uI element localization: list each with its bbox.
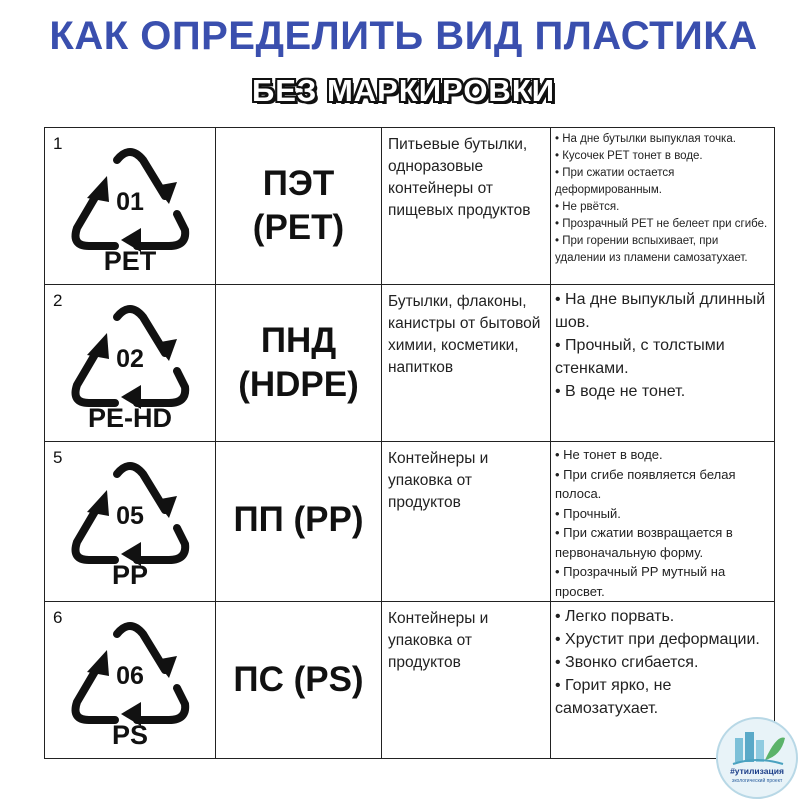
list-item: • Звонко сгибается. <box>555 654 699 671</box>
logo-text-sub: экологический проект <box>731 778 783 784</box>
symbol-abbreviation: PS <box>111 720 149 750</box>
symbol-digits: 02 <box>116 345 144 373</box>
list-item: • Не рвётся. <box>555 201 620 213</box>
row-number: 5 <box>53 448 63 467</box>
row-number: 2 <box>53 291 63 310</box>
list-item: • Прозрачный PET не белеет при сгибе. <box>555 218 768 230</box>
row-number: 1 <box>53 134 63 153</box>
plastic-code-ru: ПС (PS) <box>233 660 364 699</box>
usage-text: Питьевые бутылки, одноразовые контейнеры от пищевых продуктов <box>388 136 531 219</box>
list-item: • Прочный, с толстыми стенками. <box>555 337 725 377</box>
features-list <box>551 128 774 267</box>
list-item: • На дне выпуклый длинный шов. <box>555 291 766 331</box>
logo-text-main: #утилизация <box>730 766 784 776</box>
eco-project-logo <box>715 716 799 800</box>
list-item: • Легко порвать. <box>555 608 675 625</box>
usage-cell <box>382 442 551 602</box>
symbol-digits: 06 <box>116 662 144 690</box>
row-number: 6 <box>53 608 63 627</box>
plastic-code-cell <box>216 285 382 442</box>
plastic-code-en: (PET) <box>252 208 345 247</box>
list-item: • При сжатии остается деформированным. <box>555 167 675 196</box>
plastic-code-ru: ПНД <box>260 321 337 360</box>
recycling-symbol-cell <box>45 128 216 285</box>
plastic-code-en: (HDPE) <box>238 365 359 404</box>
features-cell <box>551 442 775 602</box>
features-cell <box>551 285 775 442</box>
plastic-code-ru: ПЭТ <box>262 164 335 203</box>
table-row <box>45 285 775 442</box>
features-cell <box>551 128 775 285</box>
recycling-symbol-cell <box>45 442 216 602</box>
usage-text: Контейнеры и упаковка от продуктов <box>388 450 489 511</box>
plastic-code-cell <box>216 442 382 602</box>
list-item: • Горит ярко, не самозатухает. <box>555 677 672 717</box>
features-list <box>551 602 774 720</box>
plastic-code-cell <box>216 602 382 759</box>
list-item: • Прочный. <box>555 505 621 521</box>
symbol-abbreviation: PET <box>103 246 157 276</box>
list-item: • При сжатии возвращается в первоначальную форму. <box>555 525 733 560</box>
list-item: • При сгибе появляется белая полоса. <box>555 466 736 501</box>
usage-cell <box>382 285 551 442</box>
plastic-code-ru: ПП (PP) <box>233 500 364 539</box>
symbol-abbreviation: PP <box>111 560 149 590</box>
table-row <box>45 128 775 285</box>
symbol-digits: 01 <box>116 188 144 216</box>
usage-text: Контейнеры и упаковка от продуктов <box>388 610 489 671</box>
features-list <box>551 285 774 403</box>
symbol-digits: 05 <box>116 502 144 530</box>
plastic-types-table <box>44 127 775 759</box>
table-row <box>45 602 775 759</box>
usage-cell <box>382 602 551 759</box>
plastic-code-cell <box>216 128 382 285</box>
list-item: • В воде не тонет. <box>555 383 686 400</box>
list-item: • На дне бутылки выпуклая точка. <box>555 133 736 145</box>
recycling-symbol-cell <box>45 285 216 442</box>
list-item: • Прозрачный PP мутный на просвет. <box>555 564 726 599</box>
features-list <box>551 442 774 601</box>
table-row <box>45 442 775 602</box>
list-item: • Кусочек PET тонет в воде. <box>555 150 703 162</box>
recycling-symbol-cell <box>45 602 216 759</box>
list-item: • Не тонет в воде. <box>555 447 663 462</box>
page-subtitle: БЕЗ МАРКИРОВКИ <box>251 73 556 108</box>
usage-cell <box>382 128 551 285</box>
symbol-abbreviation: PE-HD <box>87 403 172 433</box>
list-item: • Хрустит при деформации. <box>555 631 760 648</box>
usage-text: Бутылки, флаконы, канистры от бытовой химии, косметики, напитков <box>388 293 541 376</box>
list-item: • При горении вспыхивает, при удалении из пламени самозатухает. <box>555 235 748 264</box>
page-title: КАК ОПРЕДЕЛИТЬ ВИД ПЛАСТИКА <box>49 14 758 58</box>
